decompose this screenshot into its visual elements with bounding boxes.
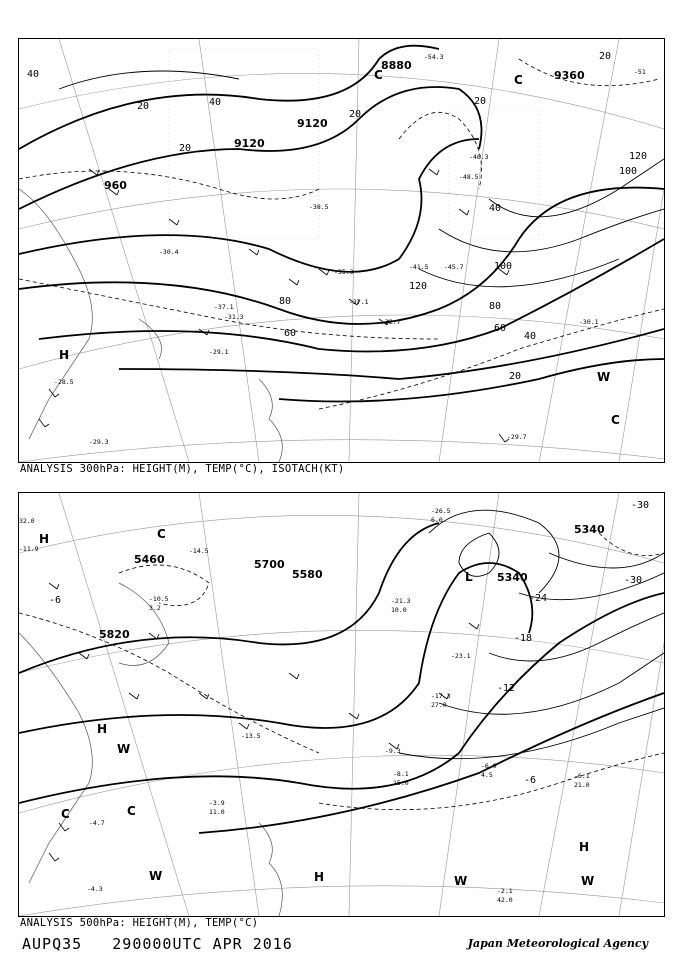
high-pressure-marker: H bbox=[314, 870, 325, 884]
temp-label: -48.5 bbox=[459, 173, 479, 181]
isotherm-label: -6 bbox=[524, 775, 537, 786]
temp-label: 27.0 bbox=[431, 701, 447, 709]
temp-label: -31.3 bbox=[224, 313, 244, 321]
height-label: 9360 bbox=[554, 69, 585, 82]
map-500hpa bbox=[18, 492, 665, 917]
temp-label: 15.0 bbox=[393, 779, 409, 787]
isotachs bbox=[59, 71, 664, 287]
chart-code: AUPQ35 bbox=[22, 935, 83, 953]
isotach-label: 100 bbox=[619, 166, 638, 177]
height-label: 5340 bbox=[574, 523, 605, 536]
map-300hpa bbox=[18, 38, 665, 463]
height-label: 5340 bbox=[497, 571, 528, 584]
isotach-label: 60 bbox=[494, 323, 507, 334]
height-label: 9120 bbox=[297, 117, 328, 130]
caption-300hpa: ANALYSIS 300hPa: HEIGHT(M), TEMP(°C), ISOTACH(KT) bbox=[20, 463, 345, 475]
cold-marker: C bbox=[374, 68, 383, 82]
temp-label: -38.5 bbox=[309, 203, 329, 211]
isotach-label: 80 bbox=[489, 301, 502, 312]
temp-label: -13.5 bbox=[241, 732, 261, 740]
high-pressure-marker: H bbox=[39, 532, 50, 546]
temp-label: -29.7 bbox=[507, 433, 527, 441]
temp-label: -2.1 bbox=[497, 887, 513, 895]
temp-label: -4.7 bbox=[89, 819, 105, 827]
low-pressure-marker: L bbox=[465, 570, 473, 584]
temp-label: -21.3 bbox=[391, 597, 411, 605]
isotherm-label: -30 bbox=[624, 575, 643, 586]
height-label: 5580 bbox=[292, 568, 323, 581]
warm-marker: W bbox=[149, 869, 163, 883]
height-label: 5460 bbox=[134, 553, 165, 566]
isotach-label: 60 bbox=[284, 328, 297, 339]
coastline bbox=[19, 189, 282, 462]
temp-label: -8.1 bbox=[393, 770, 409, 778]
height-label: 9120 bbox=[234, 137, 265, 150]
temp-label: -6.9 bbox=[481, 762, 497, 770]
cold-marker: C bbox=[61, 807, 70, 821]
temp-label: -10.5 bbox=[149, 595, 169, 603]
temp-label: -26.5 bbox=[431, 507, 451, 515]
temp-label: -17.3 bbox=[431, 692, 451, 700]
temp-label: -30.1 bbox=[579, 318, 599, 326]
cold-marker: C bbox=[514, 73, 523, 87]
isotherm-label: -12 bbox=[497, 683, 516, 694]
caption-500hpa: ANALYSIS 500hPa: HEIGHT(M), TEMP(°C) bbox=[20, 917, 259, 929]
isotach-label: 40 bbox=[489, 203, 502, 214]
height-label: 5700 bbox=[254, 558, 285, 571]
isotach-label: 120 bbox=[629, 151, 648, 162]
high-pressure-marker: H bbox=[579, 840, 590, 854]
isotach-label: 20 bbox=[474, 96, 487, 107]
chart-time: 290000UTC APR 2016 bbox=[112, 935, 293, 953]
agency-name: Japan Meteorological Agency bbox=[467, 937, 648, 950]
graticule bbox=[19, 493, 664, 916]
temp-label: -9.3 bbox=[385, 747, 401, 755]
height-label: 8880 bbox=[381, 59, 412, 72]
temp-label: -37.1 bbox=[349, 298, 369, 306]
temp-label: 3.2 bbox=[149, 604, 161, 612]
warm-marker: W bbox=[597, 370, 611, 384]
temp-label: -46.3 bbox=[469, 153, 489, 161]
graticule bbox=[19, 39, 664, 462]
height-label: 960 bbox=[104, 179, 127, 192]
temp-label: 10.0 bbox=[391, 606, 407, 614]
cold-marker: C bbox=[611, 413, 620, 427]
temp-label: 6.0 bbox=[431, 516, 443, 524]
wind-barbs bbox=[39, 169, 509, 442]
temp-label: 11.0 bbox=[209, 808, 225, 816]
isotach-label: 40 bbox=[524, 331, 537, 342]
isotherm-label: -18 bbox=[514, 633, 533, 644]
temp-label: -29.3 bbox=[89, 438, 109, 446]
temp-label: -29.1 bbox=[209, 348, 229, 356]
temp-label: -28.5 bbox=[54, 378, 74, 386]
map-300hpa-svg bbox=[19, 39, 664, 462]
warm-marker: W bbox=[117, 742, 131, 756]
map-500hpa-svg bbox=[19, 493, 664, 916]
height-label: 5820 bbox=[99, 628, 130, 641]
isotherm-label: -30 bbox=[631, 500, 650, 511]
isotherm-label: -24 bbox=[529, 593, 548, 604]
temp-label: -30.4 bbox=[159, 248, 179, 256]
temp-label: 4.5 bbox=[481, 771, 493, 779]
isotach-label: 40 bbox=[209, 97, 222, 108]
isotach-label: 80 bbox=[279, 296, 292, 307]
temp-label: -32.7 bbox=[381, 318, 401, 326]
isotach-label: 100 bbox=[494, 261, 513, 272]
temp-label: -54.3 bbox=[424, 53, 444, 61]
warm-marker: W bbox=[454, 874, 468, 888]
temp-label: -3.9 bbox=[209, 799, 225, 807]
temp-label: -11.9 bbox=[19, 545, 39, 553]
temp-label: -45.7 bbox=[444, 263, 464, 271]
wind-barbs bbox=[49, 583, 479, 861]
temp-label: -51 bbox=[634, 68, 646, 76]
temp-label: -23.1 bbox=[451, 652, 471, 660]
isotach-shading bbox=[169, 49, 539, 239]
isotach-label: 120 bbox=[409, 281, 428, 292]
temp-label: -4.3 bbox=[87, 885, 103, 893]
chart-identifier bbox=[22, 935, 293, 953]
temp-label: -37.1 bbox=[214, 303, 234, 311]
temp-label: -6.1 bbox=[574, 772, 590, 780]
warm-marker: W bbox=[581, 874, 595, 888]
temp-label: 32.0 bbox=[19, 517, 35, 525]
isotherm-label: -6 bbox=[49, 595, 62, 606]
high-pressure-marker: H bbox=[97, 722, 108, 736]
temp-label: -35.3 bbox=[334, 268, 354, 276]
isotach-label: 20 bbox=[509, 371, 522, 382]
high-pressure-marker: H bbox=[59, 348, 70, 362]
temp-label: -41.5 bbox=[409, 263, 429, 271]
cold-marker: C bbox=[127, 804, 136, 818]
isotach-label: 40 bbox=[27, 69, 40, 80]
isotach-label: 20 bbox=[137, 101, 150, 112]
isotach-label: 20 bbox=[599, 51, 612, 62]
isotach-label: 20 bbox=[179, 143, 192, 154]
temp-label: 42.0 bbox=[497, 896, 513, 904]
isotach-label: 20 bbox=[349, 109, 362, 120]
temp-label: -14.5 bbox=[189, 547, 209, 555]
coastline bbox=[19, 583, 282, 916]
temp-label: 21.0 bbox=[574, 781, 590, 789]
cold-marker: C bbox=[157, 527, 166, 541]
isotherms bbox=[19, 59, 664, 409]
